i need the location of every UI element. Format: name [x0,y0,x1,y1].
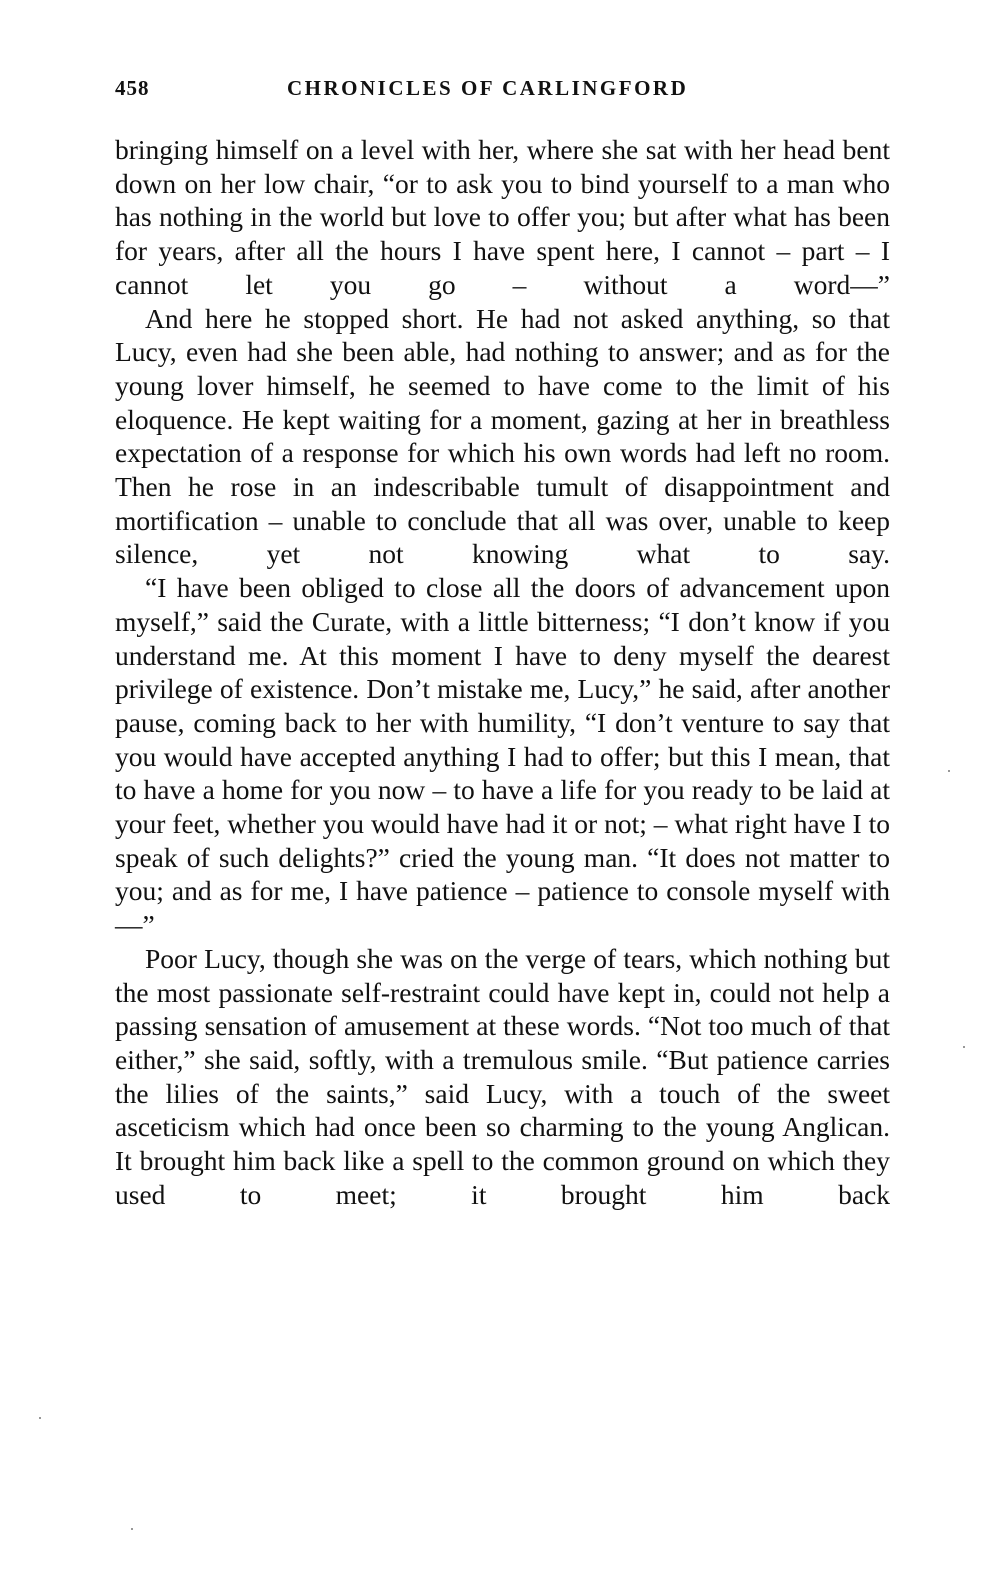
paragraph-continues: Poor Lucy, though she was on the verge of tears, which nothing but the most passionate self-restraint could have kept in, could not help a passing sensation of amusement at these words. “Not too much of that either,” she said, softly, with a tremulous smile. “But patience carries the lilies of the saints,” said Lucy, with a touch of the sweet asceticism which had once been so charming to the young Anglican. It brought him back like a spell to the common ground on which they used to meet; it brought him back [115,942,890,1210]
scan-speck [948,770,950,772]
book-title: CHRONICLES OF CARLINGFORD [287,76,689,100]
scan-speck [963,1046,965,1048]
paragraph: “I have been obliged to close all the doors of advancement upon myself,” said the Curate, with a little bitterness; “I don’t know if you understand me. At this moment I have to deny myself the dearest privilege of existence. Don’t mistake me, Lucy,” he said, after another pause, coming back to her with humility, “I don’t venture to say that you would have accepted anything I had to offer; but this I mean, that to have a home for you now – to have a life for you ready to be laid at your feet, whether you would have had it or not; – what right have I to speak of such delights?” cried the young man. “It does not matter to you; and as for me, I have patience – patience to console myself with—” [115,572,890,941]
running-head [115,76,890,106]
scan-speck [39,1417,41,1419]
body-text [115,133,890,1212]
paragraph-continued: bringing himself on a level with her, where she sat with her head bent down on her low chair, “or to ask you to bind yourself to a man who has nothing in the world but love to offer you; but after what has been for years, after all the hours I have spent here, I cannot – part – I cannot let you go – without a word—” [115,134,890,300]
page-number: 458 [115,76,150,100]
paragraph: And here he stopped short. He had not asked anything, so that Lucy, even had she been able, had nothing to answer; and as for the young lover himself, he seemed to have come to the limit of his eloquence. He kept waiting for a moment, gazing at her in breathless expectation of a response for which his own words had left no room. Then he rose in an indescribable tumult of disappointment and mortification – unable to conclude that all was over, unable to keep silence, yet not knowing what to say. [115,302,890,570]
scan-speck [131,1528,133,1530]
